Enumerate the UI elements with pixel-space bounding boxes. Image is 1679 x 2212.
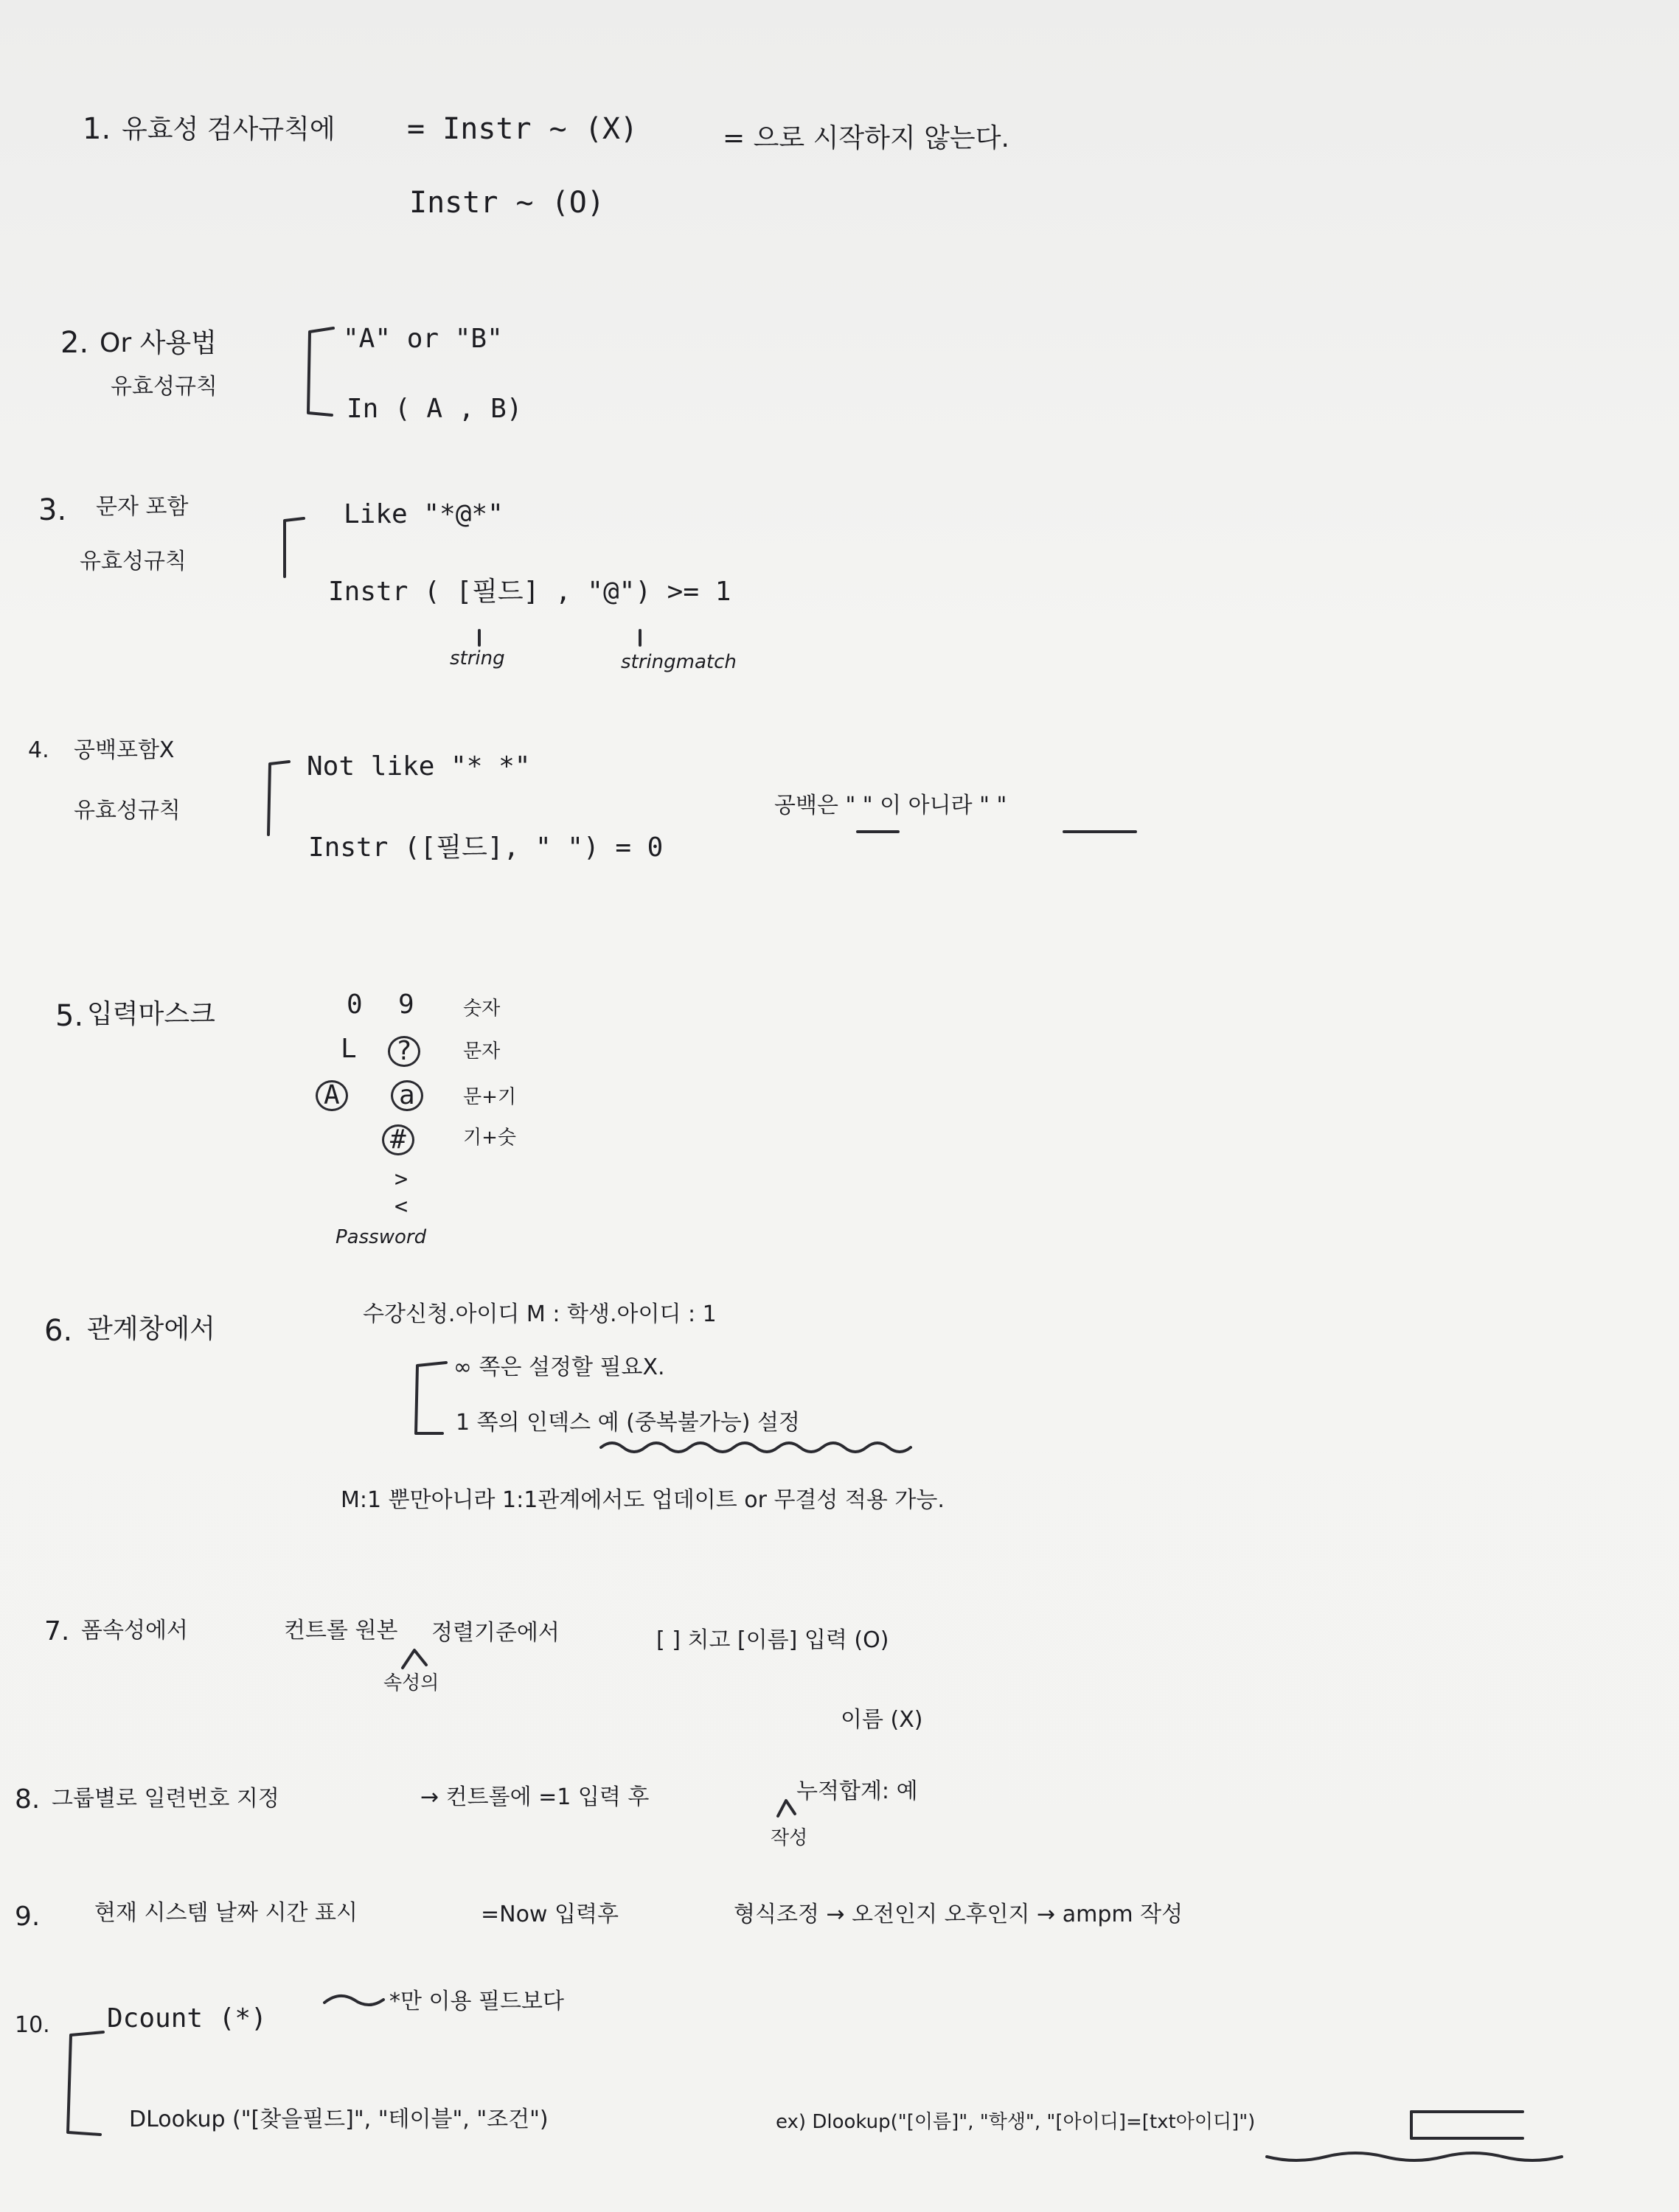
mask-row-1-right: 9 [398, 990, 414, 1020]
item-1-line-1: = Instr ~ (X) [407, 112, 639, 146]
item-7-middle: 컨트롤 원본 [284, 1618, 398, 1644]
item-4-subtitle: 유효성규칙 [74, 798, 181, 824]
mask-row-3-left: A [316, 1080, 348, 1111]
item-5-title: 입력마스크 [87, 999, 215, 1029]
item-7-note-top: 정렬기준에서 [431, 1620, 560, 1646]
mask-row-1-desc: 숫자 [463, 998, 501, 1020]
item-4-line-1: Not like "* *" [307, 751, 531, 782]
item-6-header: 수강신청.아이디 M : 학생.아이디 : 1 [363, 1301, 717, 1327]
item-7-number: 7. [44, 1616, 70, 1646]
item-5-number: 5. [55, 999, 84, 1033]
item-9-rest: =Now 입력후 [481, 1902, 619, 1927]
item-3-subtitle: 유효성규칙 [80, 549, 187, 574]
item-4-number: 4. [28, 737, 49, 763]
item-1-note: = 으로 시작하지 않는다. [723, 123, 1009, 153]
mask-row-4-desc: 기+숫 [463, 1127, 517, 1149]
item-1-title: 유효성 검사규칙에 [122, 114, 336, 145]
item-8-note: 누적합계: 예 [796, 1778, 918, 1804]
item-3-line-2: Instr ( [필드] , "@") >= 1 [328, 577, 731, 607]
mask-row-4-right: # [382, 1124, 414, 1155]
item-6-line-2: 1 쪽의 인덱스 예 (중복불가능) 설정 [456, 1410, 800, 1436]
item-6-number: 6. [44, 1314, 73, 1348]
item-8-rest: → 컨트롤에 =1 입력 후 [420, 1784, 650, 1810]
item-8-number: 8. [15, 1784, 41, 1815]
mask-row-6-right: < [394, 1194, 409, 1220]
item-2-subtitle: 유효성규칙 [111, 374, 218, 400]
mask-password-label: Password [336, 1226, 427, 1248]
item-10-example: ex) Dlookup("[이름]", "학생", "[아이디]=[txt아이디]") [776, 2111, 1256, 2133]
item-4-line-2: Instr ([필드], " ") = 0 [308, 832, 664, 863]
item-7-title: 폼속성에서 [81, 1618, 188, 1644]
item-2-number: 2. [60, 326, 89, 360]
item-4-note: 공백은 " " 이 아니라 " " [774, 793, 1007, 818]
mask-row-2-desc: 문자 [463, 1040, 501, 1062]
item-7-rest: [ ] 치고 [이름] 입력 (O) [656, 1627, 889, 1653]
item-3-annotation-string: string [450, 647, 505, 669]
item-9-title: 현재 시스템 날짜 시간 표시 [94, 1900, 358, 1926]
item-9-number: 9. [15, 1902, 41, 1932]
item-6-title: 관계창에서 [87, 1314, 215, 1344]
item-1-line-2: Instr ~ (O) [409, 186, 605, 220]
item-3-number: 3. [38, 493, 67, 527]
item-3-line-1: Like "*@*" [344, 499, 504, 529]
mask-row-3-desc: 문+기 [463, 1086, 517, 1108]
mask-row-2-right: ? [388, 1036, 420, 1067]
item-4-title: 공백포함X [74, 737, 175, 763]
item-7-rest-2: 이름 (X) [841, 1707, 923, 1733]
item-7-note-bottom: 속성의 [383, 1672, 439, 1694]
mask-row-3-right: a [391, 1080, 423, 1111]
mask-row-5-right: > [394, 1166, 409, 1192]
mask-row-1-left: 0 [347, 990, 363, 1020]
item-10-number: 10. [15, 2012, 50, 2038]
item-1-number: 1. [83, 112, 111, 146]
item-6-footer: M:1 뿐만아니라 1:1관계에서도 업데이트 or 무결성 적용 가능. [341, 1487, 945, 1513]
item-2-line-2: In ( A , B) [347, 394, 523, 424]
item-8-sub: 작성 [771, 1827, 808, 1849]
item-2-line-1: "A" or "B" [343, 324, 503, 354]
item-10-note: *만 이용 필드보다 [389, 1989, 564, 2014]
item-8-title: 그룹별로 일련번호 지정 [52, 1786, 279, 1812]
item-2-title: Or 사용법 [100, 328, 217, 358]
item-9-rest-2: 형식조정 → 오전인지 오후인지 → ampm 작성 [734, 1902, 1183, 1927]
item-10-line-1: Dcount (*) [107, 2003, 267, 2034]
item-3-title: 문자 포함 [96, 494, 189, 520]
item-6-line-1: ∞ 쪽은 설정할 필요X. [453, 1354, 665, 1380]
item-3-annotation-stringmatch: stringmatch [621, 651, 737, 673]
mask-row-2-left: L [341, 1034, 357, 1064]
item-10-line-2: DLookup ("[찾을필드]", "테이블", "조건") [129, 2107, 549, 2132]
